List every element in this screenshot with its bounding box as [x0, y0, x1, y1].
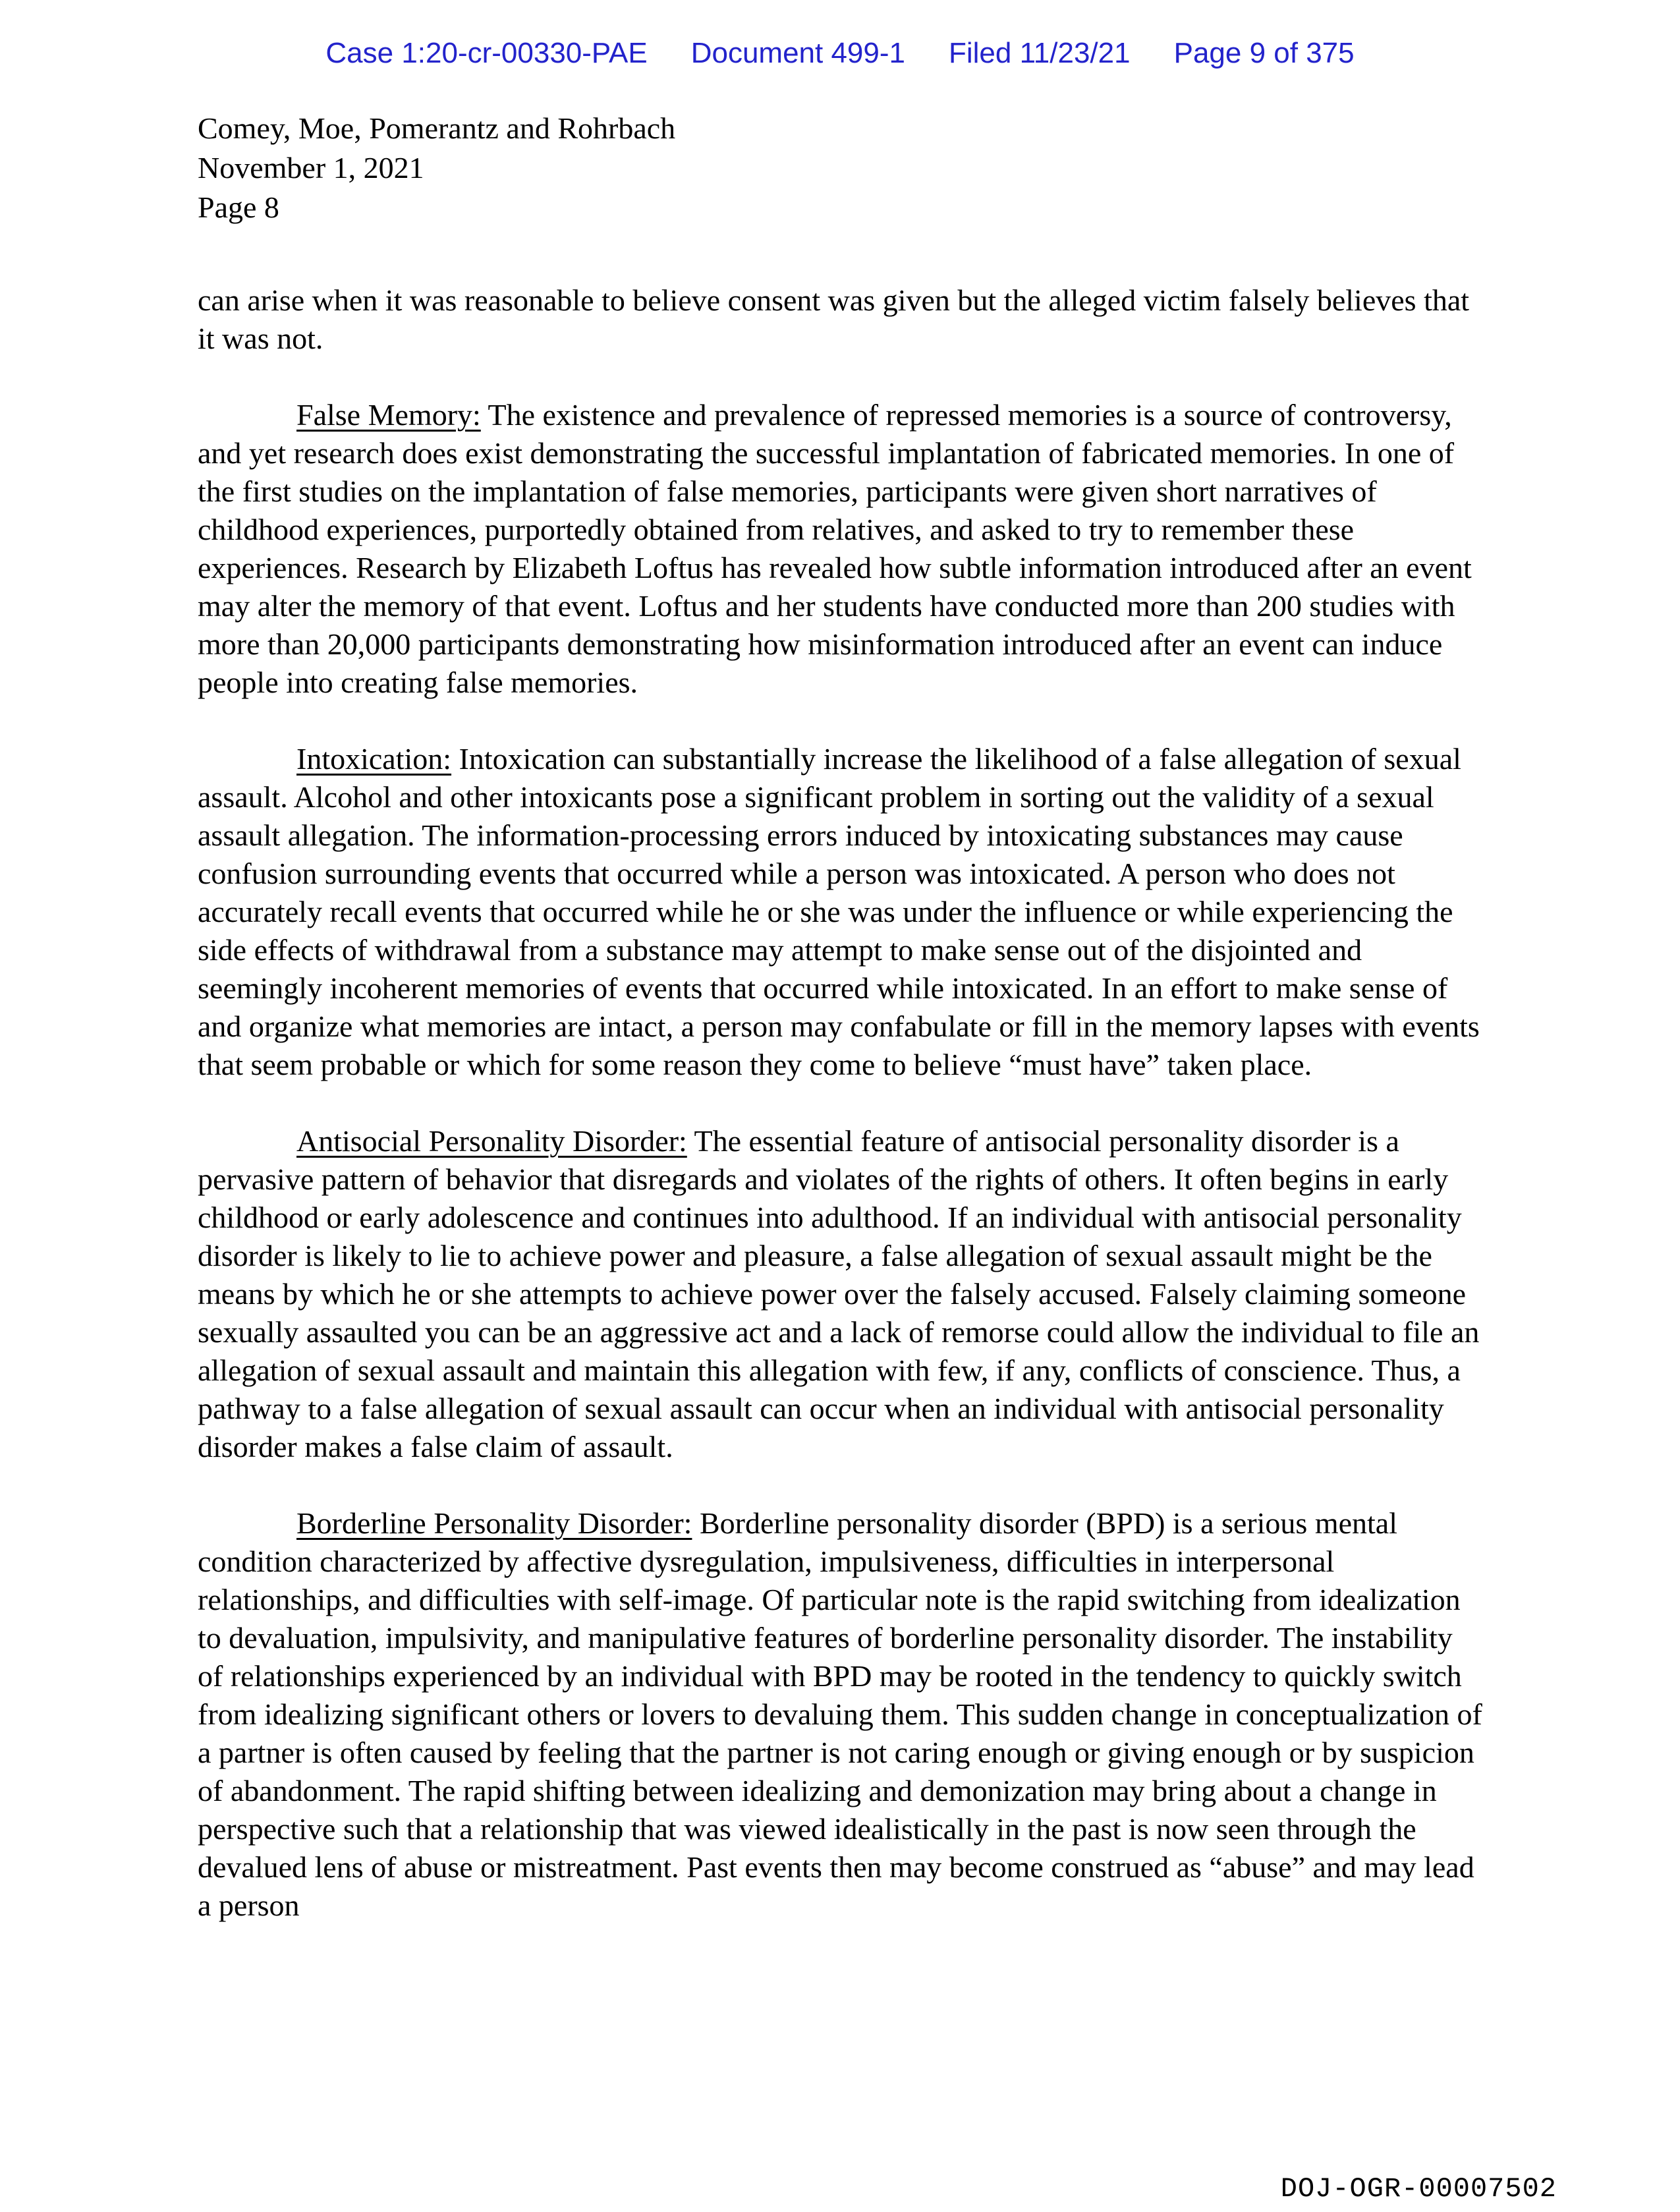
letterhead-recipients: Comey, Moe, Pomerantz and Rohrbach — [198, 111, 676, 145]
letterhead-date: November 1, 2021 — [198, 151, 424, 184]
section-text-false-memory: The existence and prevalence of repressed memories is a source of controversy, and yet research does exist demonstrating the successful implantation of fabricated memories. In one of the first studies on the implantation of false memories, participants were given short narratives of childhood experiences, purportedly obtained from relatives, and asked to try to remember these experiences. Research by Elizabeth Loftus has revealed how subtle information introduced after an event may alter the memory of that event. Loftus and her students have conducted more than 200 studies with more than 20,000 participants demonstrating how misinformation introduced after an event can induce people into creating false memories. — [198, 398, 1472, 699]
paragraph-intoxication — [198, 740, 1482, 1084]
stamp-filed-date: Filed 11/23/21 — [949, 37, 1131, 69]
section-heading-intoxication: Intoxication: — [296, 742, 452, 776]
section-text-intoxication: Intoxication can substantially increase the likelihood of a false allegation of sexual assault. Alcohol and other intoxicants pose a significant problem in sorting out the validity of a sexual assault allegation. The information-processing errors induced by intoxicating substances may cause confusion surrounding events that occurred while a person was intoxicated. A person who does not accurately recall events that occurred while he or she was under the influence or while experiencing the side effects of withdrawal from a substance may attempt to make sense out of the disjointed and seemingly incoherent memories of events that occurred while intoxicated. In an effort to make sense of and organize what memories are intact, a person may confabulate or fill in the memory lapses with events that seem probable or which for some reason they come to believe “must have” taken place. — [198, 742, 1480, 1081]
stamp-case-number: Case 1:20-cr-00330-PAE — [325, 37, 648, 69]
bates-number: DOJ-OGR-00007502 — [1280, 2173, 1557, 2205]
stamp-page-number: Page 9 of 375 — [1173, 37, 1355, 69]
section-heading-antisocial-personality-disorder: Antisocial Personality Disorder: — [296, 1124, 687, 1158]
paragraph-borderline-personality-disorder — [198, 1504, 1482, 1925]
section-heading-borderline-personality-disorder: Borderline Personality Disorder: — [296, 1506, 692, 1540]
court-filing-stamp — [198, 36, 1482, 71]
letter-body — [198, 281, 1482, 1925]
letterhead-page-label: Page 8 — [198, 190, 279, 224]
paragraph-continuation — [198, 281, 1482, 358]
section-text-antisocial-personality-disorder: The essential feature of antisocial personality disorder is a pervasive pattern of behavior that disregards and violates of the rights of others. It often begins in early childhood or early adolescence and continues into adulthood. If an individual with antisocial personality disorder is likely to lie to achieve power and pleasure, a false allegation of sexual assault might be the means by which he or she attempts to achieve power over the falsely accused. Falsely claiming someone sexually assaulted you can be an aggressive act and a lack of remorse could allow the individual to file an allegation of sexual assault and maintain this allegation with few, if any, conflicts of conscience. Thus, a pathway to a false allegation of sexual assault can occur when an individual with antisocial personality disorder makes a false claim of assault. — [198, 1124, 1480, 1463]
letterhead — [198, 109, 1482, 227]
paragraph-antisocial-personality-disorder — [198, 1122, 1482, 1466]
section-text-borderline-personality-disorder: Borderline personality disorder (BPD) is a serious mental condition characterized by affective dysregulation, impulsiveness, difficulties in interpersonal relationships, and difficulties with self-image. Of particular note is the rapid switching from idealization to devaluation, impulsivity, and manipulative features of borderline personality disorder. The instability of relationships experienced by an individual with BPD may be rooted in the tendency to quickly switch from idealizing significant others or lovers to devaluing them. This sudden change in conceptualization of a partner is often caused by feeling that the partner is not caring enough or giving enough or by suspicion of abandonment. The rapid shifting between idealizing and demonization may bring about a change in perspective such that a relationship that was viewed idealistically in the past is now seen through the devalued lens of abuse or mistreatment. Past events then may become construed as “abuse” and may lead a person — [198, 1506, 1482, 1922]
stamp-document-number: Document 499-1 — [690, 37, 905, 69]
section-heading-false-memory: False Memory: — [296, 398, 481, 432]
paragraph-continuation-text: can arise when it was reasonable to believe consent was given but the alleged victim falsely believes that it was not. — [198, 283, 1470, 355]
paragraph-false-memory — [198, 396, 1482, 702]
